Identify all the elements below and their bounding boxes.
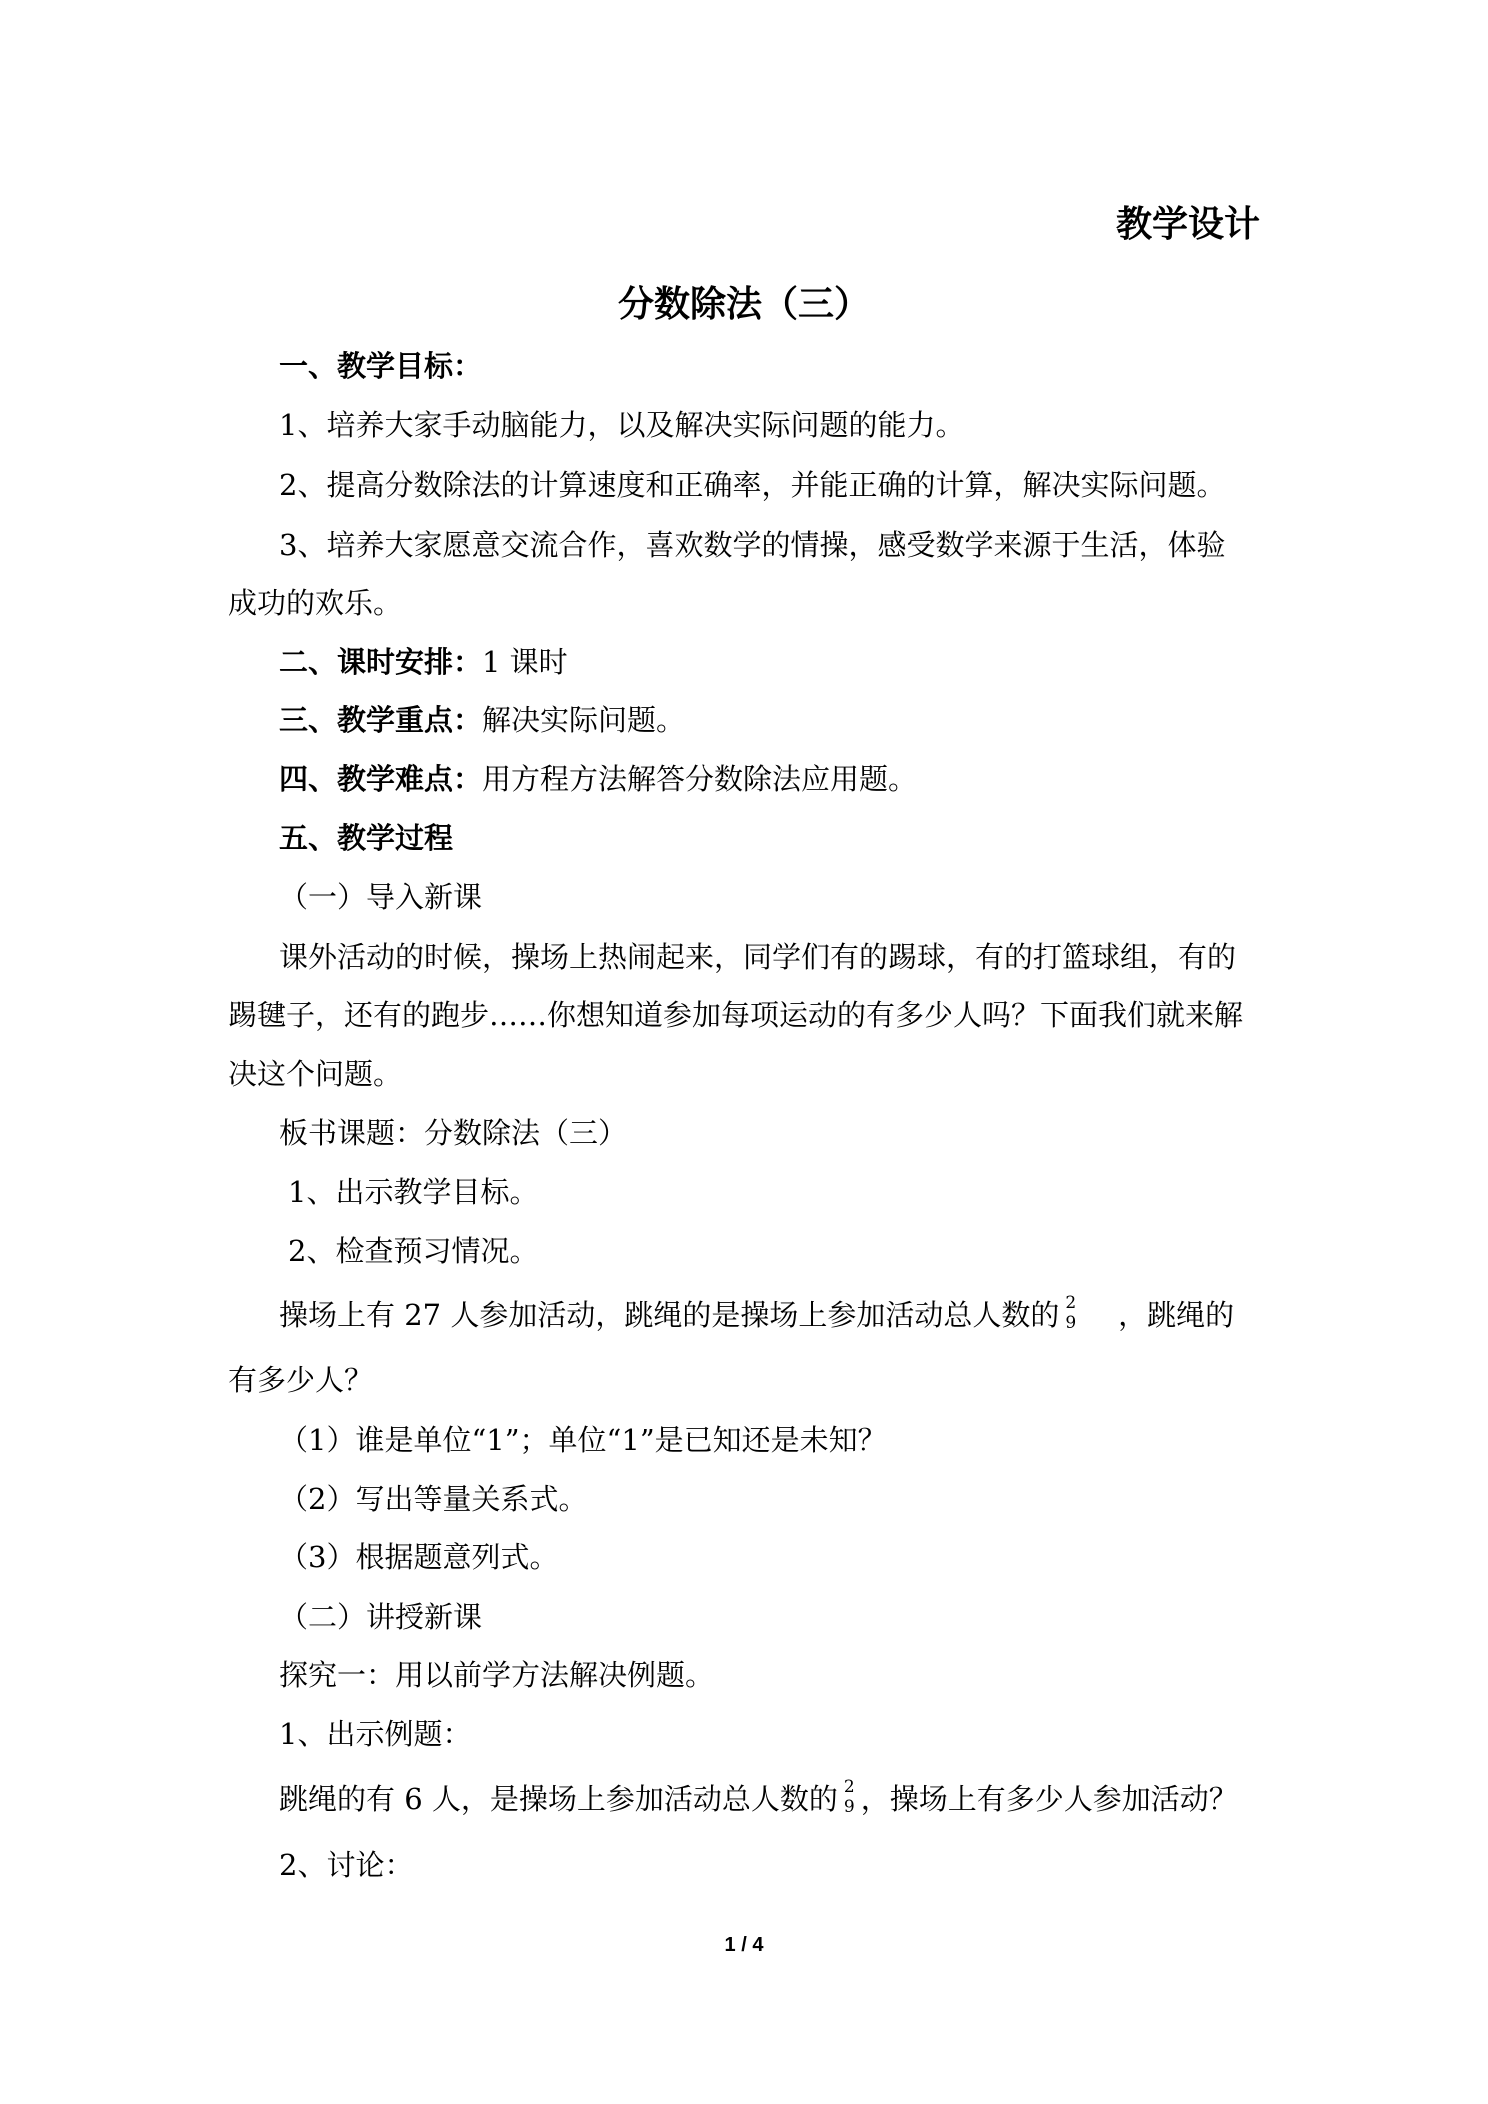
question-2: （2）写出等量关系式。 (279, 1482, 588, 1516)
focus-line (279, 700, 685, 740)
explore-1: 探究一：用以前学方法解决例题。 (279, 1658, 715, 1692)
teach-heading: （二）讲授新课 (279, 1600, 483, 1634)
example-label: 1、出示例题： (279, 1717, 472, 1751)
step-1: 1、出示教学目标。 (288, 1175, 539, 1209)
example-text-a: 跳绳的有 6 人，是操场上参加活动总人数的 (279, 1782, 838, 1816)
example-line (279, 1779, 1238, 1821)
problem-fraction-denominator: 9 (1065, 1313, 1077, 1333)
problem-text-a: 操场上有 27 人参加活动，跳绳的是操场上参加活动总人数的 (279, 1298, 1060, 1332)
goals-heading: 一、教学目标： (279, 349, 483, 383)
schedule-value: 1 课时 (482, 645, 568, 679)
goal-2: 2、提高分数除法的计算速度和正确率，并能正确的计算，解决实际问题。 (279, 468, 1226, 502)
schedule-label: 二、课时安排： (279, 645, 483, 679)
problem-line-1 (279, 1295, 1234, 1337)
step-2: 2、检查预习情况。 (288, 1234, 539, 1268)
focus-value: 解决实际问题。 (482, 703, 686, 737)
process-heading: 五、教学过程 (279, 821, 454, 855)
page-number: 1 / 4 (724, 1934, 764, 1956)
goal-3-line-1: 3、培养大家愿意交流合作，喜欢数学的情操，感受数学来源于生活，体验 (279, 528, 1226, 562)
board-title: 板书课题：分数除法（三） (279, 1116, 628, 1150)
intro-paragraph-line-1: 课外活动的时候，操场上热闹起来，同学们有的踢球，有的打篮球组，有的 (279, 940, 1237, 974)
problem-line-2: 有多少人？ (228, 1363, 374, 1397)
difficulty-line (279, 759, 917, 799)
intro-paragraph-line-2: 踢毽子，还有的跑步……你想知道参加每项运动的有多少人吗？下面我们就来解 (228, 998, 1244, 1032)
goal-1: 1、培养大家手动脑能力，以及解决实际问题的能力。 (279, 408, 965, 442)
intro-paragraph-line-3: 决这个问题。 (228, 1057, 403, 1091)
discuss-label: 2、讨论： (279, 1848, 414, 1882)
document-subtitle: 分数除法（三） (617, 283, 870, 325)
problem-fraction (1065, 1293, 1076, 1333)
schedule-line (279, 642, 568, 682)
difficulty-label: 四、教学难点： (279, 762, 483, 796)
example-fraction (844, 1777, 855, 1817)
difficulty-value: 用方程方法解答分数除法应用题。 (482, 762, 918, 796)
goal-3-line-2: 成功的欢乐。 (228, 586, 403, 620)
example-fraction-numerator: 2 (843, 1777, 855, 1797)
intro-heading: （一）导入新课 (279, 880, 483, 914)
focus-label: 三、教学重点： (279, 703, 483, 737)
question-3: （3）根据题意列式。 (279, 1540, 559, 1574)
document-title: 教学设计 (1115, 203, 1260, 245)
example-text-b: ，操场上有多少人参加活动？ (860, 1782, 1238, 1816)
problem-text-b: ，跳绳的 (1118, 1298, 1235, 1332)
problem-fraction-numerator: 2 (1065, 1293, 1077, 1313)
example-fraction-denominator: 9 (843, 1797, 855, 1817)
question-1: （1）谁是单位“1”；单位“1”是已知还是未知？ (279, 1423, 887, 1457)
